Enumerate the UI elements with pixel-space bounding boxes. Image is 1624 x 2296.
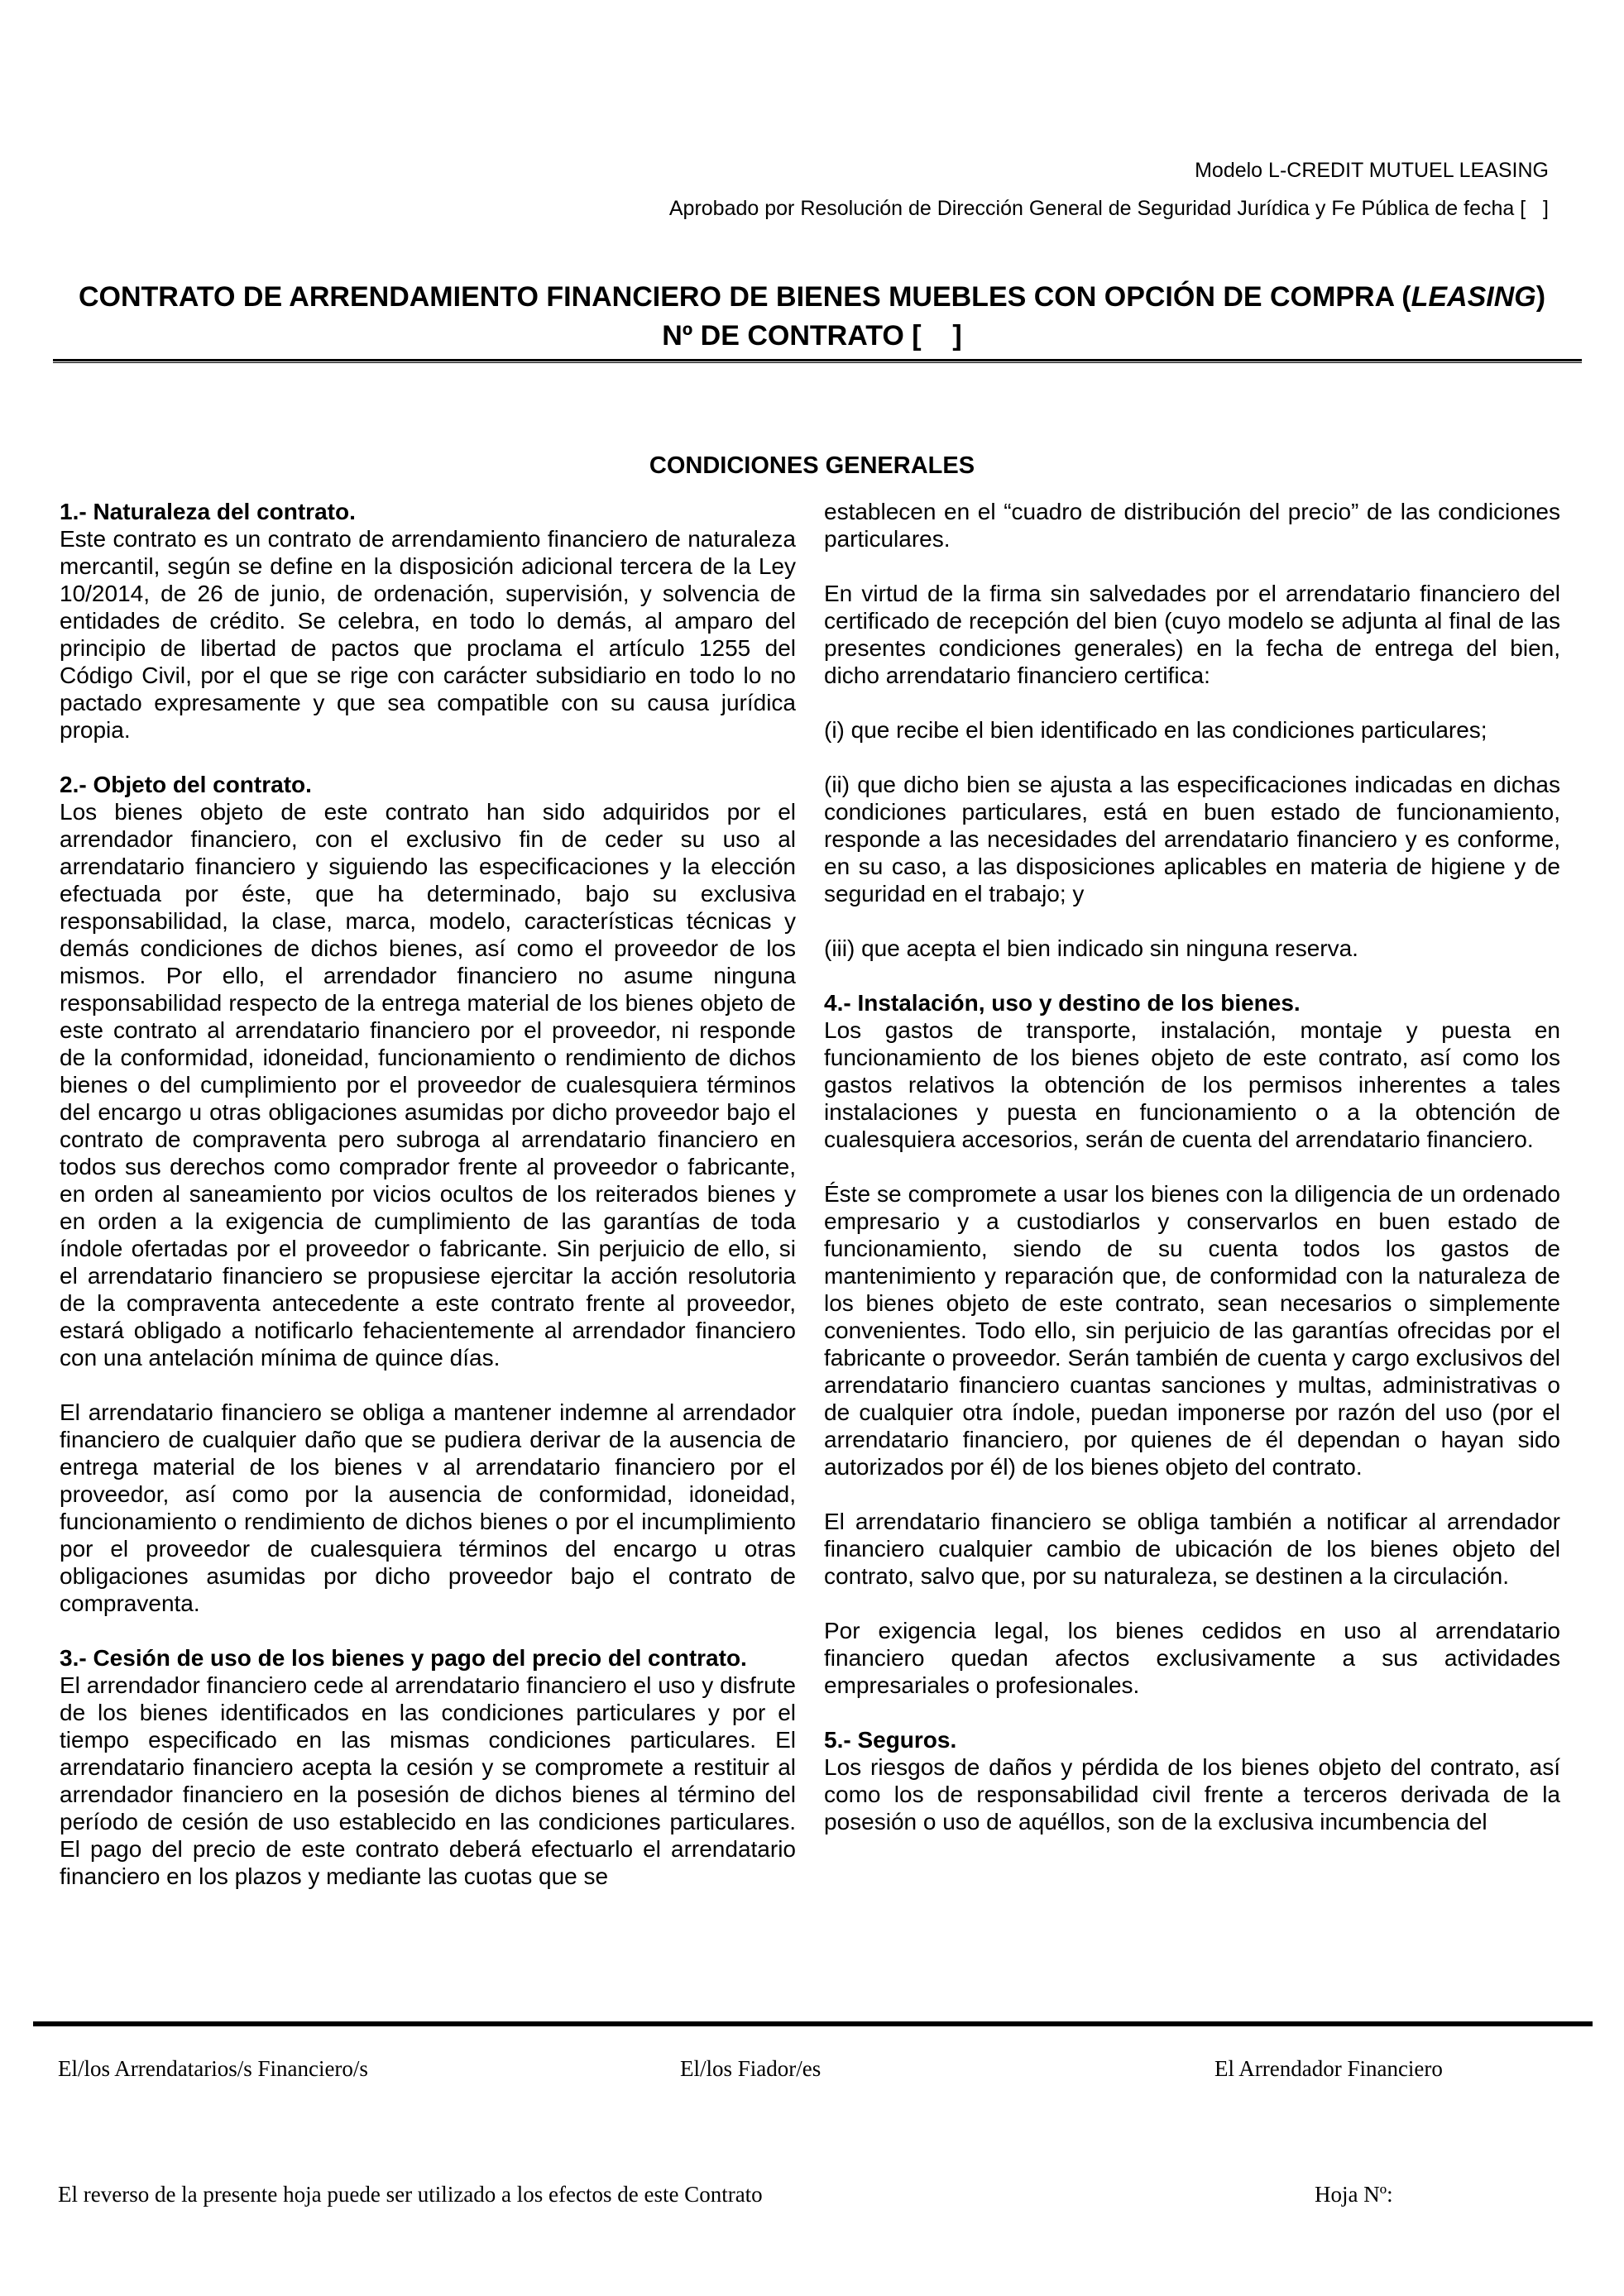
section-4-heading: 4.- Instalación, uso y destino de los bienes. [824, 990, 1301, 1016]
title-text: CONTRATO DE ARRENDAMIENTO FINANCIERO DE BIENES MUEBLES CON OPCIÓN DE COMPRA ( [78, 281, 1411, 313]
column-right [824, 498, 1560, 1917]
certify-item-i: (i) que recibe el bien identificado en las condiciones particulares; [824, 717, 1487, 743]
section-1-paragraph: Este contrato es un contrato de arrendamiento financiero de naturaleza mercantil, según se define en la disposición adicional tercera de la Ley 10/2014, de 26 de junio, de ordenación, supervisión, y solvencia de entidades de crédito. Se celebra, en todo lo demás, al amparo del principio de libertad de pactos que proclama el artículo 1255 del Código Civil, por el que se rige con carácter subsidiario en todo lo no pactado expresamente y que sea compatible con su causa jurídica propia. [60, 526, 796, 743]
title-close-paren: ) [1535, 281, 1546, 313]
title-leasing-italic: LEASING [1411, 281, 1536, 313]
columns-container [60, 498, 1560, 1917]
signature-label-lessor: El Arrendador Financiero [1214, 2056, 1443, 2081]
signature-label-lessees: El/los Arrendatarios/s Financiero/s [58, 2056, 368, 2081]
section-4-paragraph-3: El arrendatario financiero se obliga también a notificar al arrendador financiero cualquier cambio de ubicación de los bienes objeto del contrato, salvo que, por su naturaleza, se destinen a la circulación. [824, 1509, 1560, 1589]
column-left [60, 498, 796, 1917]
certify-item-ii: (ii) que dicho bien se ajusta a las especificaciones indicadas en dichas condiciones particulares, está en buen estado de funcionamiento, responde a las necesidades del arrendatario financiero y es conforme, en su caso, a las disposiciones aplicables en materia de higiene y de seguridad en el trabajo; y [824, 772, 1560, 906]
section-2-paragraph-1: Los bienes objeto de este contrato han sido adquiridos por el arrendador financiero, con el exclusivo fin de ceder su uso al arrendatario financiero y siguiendo las especificaciones y la elección efectuada por éste, que ha determinado, bajo su exclusiva responsabilidad, la clase, marca, modelo, características técnicas y demás condiciones de dichos bienes, así como el proveedor de los mismos. Por ello, el arrendador financiero no asume ninguna responsabilidad respecto de la entrega material de los bienes objeto de este contrato al arrendatario financiero por el proveedor, ni responde de la conformidad, idoneidad, funcionamiento o rendimiento de dichos bienes o del cumplimiento por el proveedor de cualesquiera términos del encargo u otras obligaciones asumidas por dicho proveedor bajo el contrato de compraventa pero subroga al arrendatario financiero en todos sus derechos como comprador frente al proveedor o fabricante, en orden al saneamiento por vicios ocultos de los reiterados bienes y en orden a la exigencia de cumplimiento de las garantías de toda índole ofertadas por el proveedor o fabricante. Sin perjuicio de ello, si el arrendatario financiero se propusiese ejercitar la acción resolutoria de la compraventa antecedente a este contrato frente al proveedor, estará obligado a notificarlo fehacientemente al arrendador financiero con una antelación mínima de quince días. [60, 799, 796, 1370]
model-line: Modelo L-CREDIT MUTUEL LEASING [1195, 159, 1549, 182]
contract-number-line: Nº DE CONTRATO [ ] [662, 320, 962, 352]
approval-line: Aprobado por Resolución de Dirección General de Seguridad Jurídica y Fe Pública de fecha [ ] [668, 197, 1549, 220]
footer-divider-rule [33, 2021, 1593, 2026]
section-5-heading: 5.- Seguros. [824, 1727, 957, 1753]
certify-item-iii: (iii) que acepta el bien indicado sin ninguna reserva. [824, 935, 1358, 961]
continuation-paragraph: establecen en el “cuadro de distribución del precio” de las condiciones particulares. [824, 499, 1560, 552]
section-2-heading: 2.- Objeto del contrato. [60, 772, 312, 797]
page-number-label: Hoja Nº: [1315, 2182, 1393, 2207]
section-5-paragraph: Los riesgos de daños y pérdida de los bienes objeto del contrato, así como los de responsabilidad civil frente a terceros derivada de la posesión o uso de aquéllos, son de la exclusiva incumbencia del [824, 1754, 1560, 1834]
contract-title [0, 278, 1624, 356]
footer-note: El reverso de la presente hoja puede ser utilizado a los efectos de este Contrato [58, 2182, 763, 2207]
section-4-paragraph-1: Los gastos de transporte, instalación, montaje y puesta en funcionamiento de los bienes objeto de este contrato, así como los gastos relativos la obtención de los permisos inherentes a tales instalaciones y puesta en funcionamiento o a la obtención de cualesquiera accesorios, serán de cuenta del arrendatario financiero. [824, 1017, 1560, 1152]
reception-certificate-paragraph: En virtud de la firma sin salvedades por el arrendatario financiero del certificado de recepción del bien (cuyo modelo se adjunta al final de las presentes condiciones generales) en la fecha de entrega del bien, dicho arrendatario financiero certifica: [824, 581, 1560, 688]
document-header [669, 151, 1549, 227]
section-3-paragraph: El arrendador financiero cede al arrendatario financiero el uso y disfrute de los bienes identificados en las condiciones particulares y por el tiempo especificado en las mismas condiciones particulares. El arrendatario financiero acepta la cesión y se compromete a restituir al arrendador financiero en la posesión de dichos bienes al término del período de cesión de uso establecido en las condiciones particulares. El pago del precio de este contrato deberá efectuarlo el arrendatario financiero en los plazos y mediante las cuotas que se [60, 1672, 796, 1889]
section-3-heading: 3.- Cesión de uso de los bienes y pago del precio del contrato. [60, 1645, 747, 1671]
section-1-heading: 1.- Naturaleza del contrato. [60, 499, 356, 524]
general-conditions-heading: CONDICIONES GENERALES [649, 452, 975, 479]
section-2-paragraph-2: El arrendatario financiero se obliga a mantener indemne al arrendador financiero de cualquier daño que se pudiera derivar de la ausencia de entrega material de los bienes v al arrendatario financiero por el proveedor, así como por la ausencia de conformidad, idoneidad, funcionamiento o rendimiento de dichos bienes o por el incumplimiento por el proveedor de cualesquiera términos del encargo u otras obligaciones asumidas por dicho proveedor bajo el contrato de compraventa. [60, 1399, 796, 1616]
section-4-paragraph-2: Éste se compromete a usar los bienes con la diligencia de un ordenado empresario y a custodiarlos y conservarlos en buen estado de funcionamiento, siendo de su cuenta todos los gastos de mantenimiento y reparación que, de conformidad con la naturaleza de los bienes objeto de este contrato, sean necesarios o simplemente convenientes. Todo ello, sin perjuicio de las garantías ofrecidas por el fabricante o proveedor. Serán también de cuenta y cargo exclusivos del arrendatario financiero cuantas sanciones y multas, administrativas o de cualquier otra índole, puedan imponerse por razón del uso (por el arrendatario financiero, por quienes de él dependan o hayan sido autorizados por él) de los bienes objeto del contrato. [824, 1181, 1560, 1480]
section-4-paragraph-4: Por exigencia legal, los bienes cedidos en uso al arrendatario financiero quedan afectos exclusivamente a sus actividades empresariales o profesionales. [824, 1618, 1560, 1698]
signature-label-guarantors: El/los Fiador/es [680, 2056, 822, 2081]
title-divider-rule [53, 359, 1582, 363]
contract-title-line-1 [0, 278, 1624, 317]
